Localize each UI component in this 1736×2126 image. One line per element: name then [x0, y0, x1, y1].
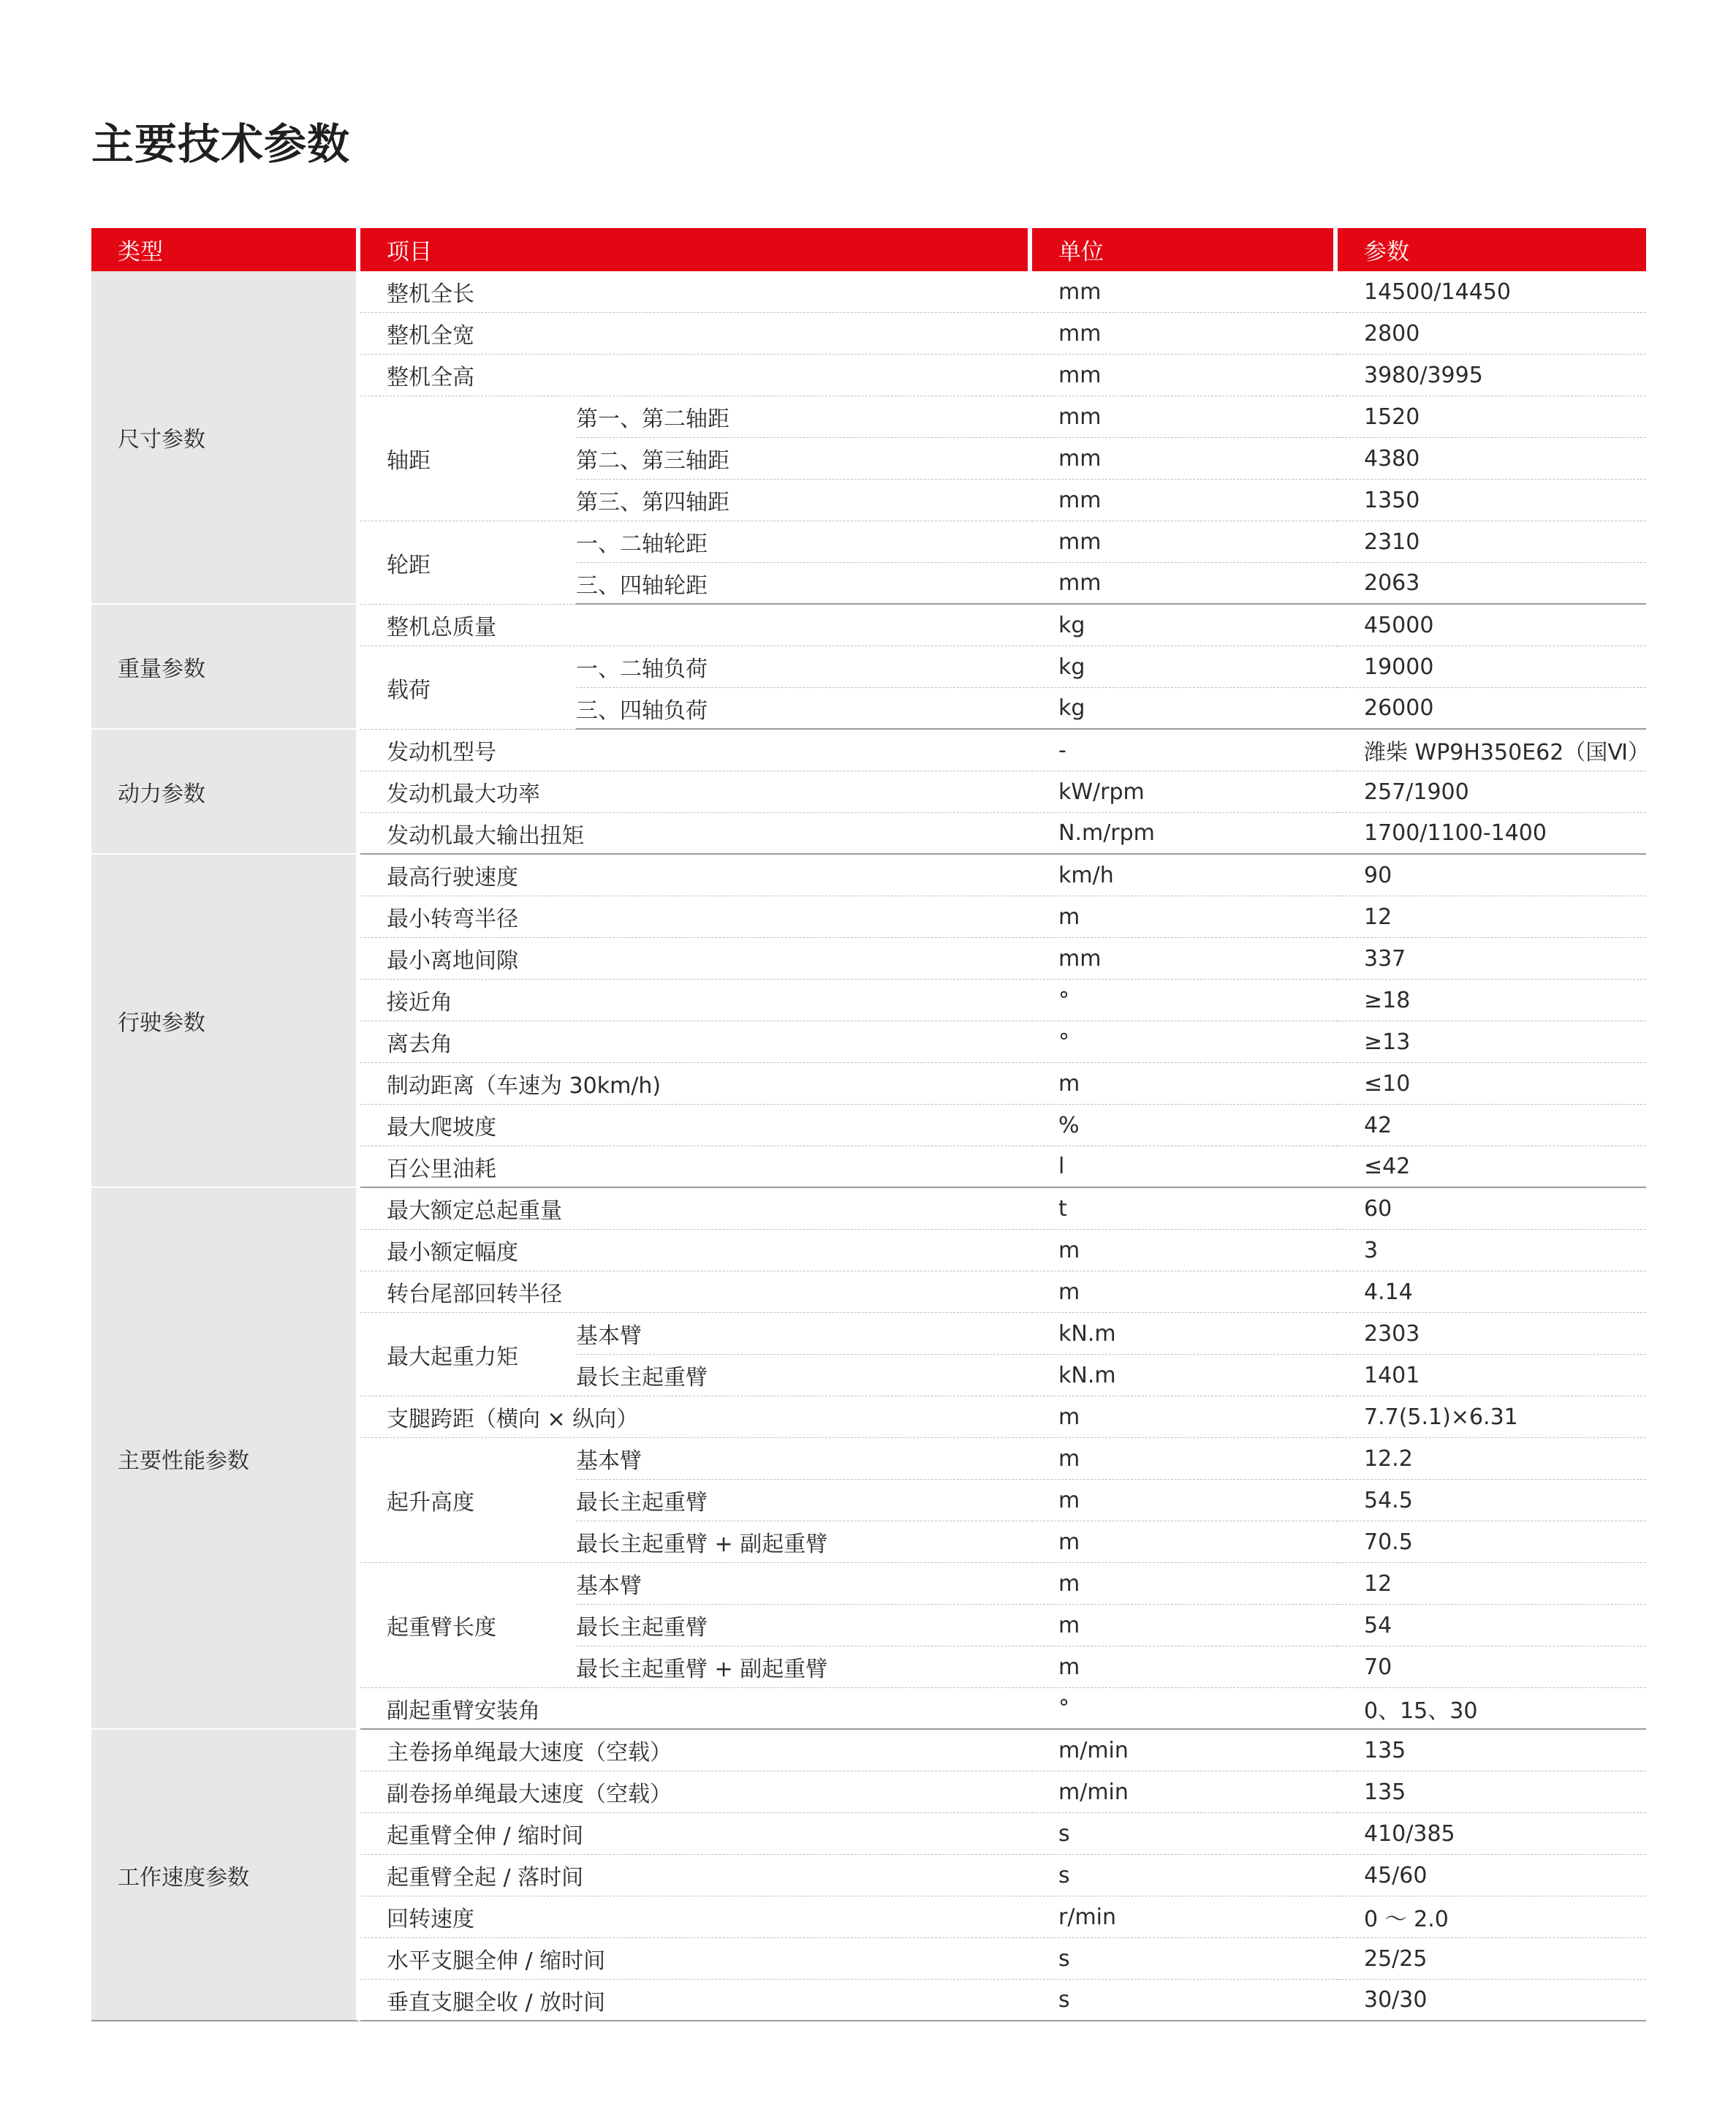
- value-cell: 2310: [1338, 521, 1646, 563]
- unit-cell: -: [1032, 730, 1338, 771]
- value-cell: 1350: [1338, 480, 1646, 521]
- item-cell: 整机总质量: [360, 605, 1032, 646]
- unit-cell: mm: [1032, 480, 1338, 521]
- item-cell: 发动机最大输出扭矩: [360, 813, 1032, 855]
- unit-cell: m/min: [1032, 1730, 1338, 1771]
- value-cell: 135: [1338, 1730, 1646, 1771]
- value-cell: 1520: [1338, 396, 1646, 438]
- value-cell: 42: [1338, 1105, 1646, 1146]
- category-cell: 行驶参数: [91, 855, 360, 1188]
- subitem-cell: 基本臂: [576, 1438, 1032, 1480]
- value-cell: ≥18: [1338, 980, 1646, 1021]
- item-cell: 发动机最大功率: [360, 771, 1032, 813]
- unit-cell: mm: [1032, 396, 1338, 438]
- value-cell: ≥13: [1338, 1021, 1646, 1063]
- subitem-cell: 三、四轴轮距: [576, 563, 1032, 605]
- unit-cell: mm: [1032, 938, 1338, 980]
- group-cell: 轮距: [360, 521, 576, 605]
- value-cell: 2063: [1338, 563, 1646, 605]
- unit-cell: °: [1032, 1021, 1338, 1063]
- subitem-cell: 最长主起重臂: [576, 1355, 1032, 1396]
- unit-cell: kN.m: [1032, 1355, 1338, 1396]
- value-cell: 45000: [1338, 605, 1646, 646]
- unit-cell: s: [1032, 1813, 1338, 1855]
- item-cell: 制动距离（车速为 30km/h): [360, 1063, 1032, 1105]
- value-cell: 45/60: [1338, 1855, 1646, 1896]
- subitem-cell: 三、四轴负荷: [576, 688, 1032, 730]
- unit-cell: km/h: [1032, 855, 1338, 896]
- item-cell: 水平支腿全伸 / 缩时间: [360, 1938, 1032, 1980]
- value-cell: 410/385: [1338, 1813, 1646, 1855]
- table-row: [91, 605, 1646, 646]
- subitem-cell: 最长主起重臂 + 副起重臂: [576, 1521, 1032, 1563]
- unit-cell: s: [1032, 1855, 1338, 1896]
- subitem-cell: 最长主起重臂: [576, 1480, 1032, 1521]
- value-cell: 19000: [1338, 646, 1646, 688]
- subitem-cell: 基本臂: [576, 1313, 1032, 1355]
- value-cell: 3: [1338, 1230, 1646, 1271]
- unit-cell: mm: [1032, 521, 1338, 563]
- unit-cell: m: [1032, 1480, 1338, 1521]
- unit-cell: kW/rpm: [1032, 771, 1338, 813]
- value-cell: 54: [1338, 1605, 1646, 1646]
- value-cell: 12: [1338, 896, 1646, 938]
- unit-cell: mm: [1032, 313, 1338, 355]
- header-item: 项目: [360, 228, 1032, 271]
- unit-cell: °: [1032, 1688, 1338, 1730]
- value-cell: 135: [1338, 1771, 1646, 1813]
- group-cell: 轴距: [360, 396, 576, 521]
- value-cell: ≤10: [1338, 1063, 1646, 1105]
- value-cell: 4.14: [1338, 1271, 1646, 1313]
- table-row: [91, 1188, 1646, 1230]
- unit-cell: m: [1032, 1063, 1338, 1105]
- unit-cell: m: [1032, 1396, 1338, 1438]
- unit-cell: m/min: [1032, 1771, 1338, 1813]
- group-cell: 载荷: [360, 646, 576, 730]
- value-cell: 2303: [1338, 1313, 1646, 1355]
- unit-cell: m: [1032, 896, 1338, 938]
- value-cell: 1700/1100-1400: [1338, 813, 1646, 855]
- item-cell: 副起重臂安装角: [360, 1688, 1032, 1730]
- unit-cell: kg: [1032, 688, 1338, 730]
- header-value: 参数: [1338, 228, 1646, 271]
- value-cell: 54.5: [1338, 1480, 1646, 1521]
- item-cell: 最小离地间隙: [360, 938, 1032, 980]
- subitem-cell: 一、二轴轮距: [576, 521, 1032, 563]
- value-cell: 257/1900: [1338, 771, 1646, 813]
- value-cell: 0 ～ 2.0: [1338, 1896, 1646, 1938]
- item-cell: 起重臂全起 / 落时间: [360, 1855, 1032, 1896]
- unit-cell: mm: [1032, 438, 1338, 480]
- unit-cell: mm: [1032, 355, 1338, 396]
- value-cell: 70.5: [1338, 1521, 1646, 1563]
- unit-cell: t: [1032, 1188, 1338, 1230]
- value-cell: 60: [1338, 1188, 1646, 1230]
- value-cell: 90: [1338, 855, 1646, 896]
- value-cell: 0、15、30: [1338, 1688, 1646, 1730]
- category-cell: 尺寸参数: [91, 271, 360, 605]
- item-cell: 最小额定幅度: [360, 1230, 1032, 1271]
- value-cell: 潍柴 WP9H350E62（国Ⅵ）: [1338, 730, 1646, 771]
- item-cell: 整机全长: [360, 271, 1032, 313]
- unit-cell: s: [1032, 1980, 1338, 2021]
- unit-cell: °: [1032, 980, 1338, 1021]
- category-cell: 工作速度参数: [91, 1730, 360, 2021]
- value-cell: 1401: [1338, 1355, 1646, 1396]
- table-row: [91, 1730, 1646, 1771]
- item-cell: 离去角: [360, 1021, 1032, 1063]
- value-cell: 25/25: [1338, 1938, 1646, 1980]
- value-cell: 7.7(5.1)×6.31: [1338, 1396, 1646, 1438]
- item-cell: 最大爬坡度: [360, 1105, 1032, 1146]
- item-cell: 转台尾部回转半径: [360, 1271, 1032, 1313]
- unit-cell: l: [1032, 1146, 1338, 1188]
- header-unit: 单位: [1032, 228, 1338, 271]
- item-cell: 回转速度: [360, 1896, 1032, 1938]
- item-cell: 最大额定总起重量: [360, 1188, 1032, 1230]
- unit-cell: m: [1032, 1646, 1338, 1688]
- item-cell: 支腿跨距（横向 × 纵向）: [360, 1396, 1032, 1438]
- unit-cell: %: [1032, 1105, 1338, 1146]
- item-cell: 最高行驶速度: [360, 855, 1032, 896]
- category-cell: 主要性能参数: [91, 1188, 360, 1730]
- subitem-cell: 最长主起重臂: [576, 1605, 1032, 1646]
- header-type: 类型: [91, 228, 360, 271]
- value-cell: 70: [1338, 1646, 1646, 1688]
- table-row: [91, 730, 1646, 771]
- unit-cell: N.m/rpm: [1032, 813, 1338, 855]
- value-cell: 12.2: [1338, 1438, 1646, 1480]
- item-cell: 整机全宽: [360, 313, 1032, 355]
- unit-cell: m: [1032, 1271, 1338, 1313]
- subitem-cell: 第一、第二轴距: [576, 396, 1032, 438]
- table-row: [91, 855, 1646, 896]
- unit-cell: mm: [1032, 563, 1338, 605]
- unit-cell: kN.m: [1032, 1313, 1338, 1355]
- item-cell: 主卷扬单绳最大速度（空载）: [360, 1730, 1032, 1771]
- item-cell: 起重臂全伸 / 缩时间: [360, 1813, 1032, 1855]
- unit-cell: mm: [1032, 271, 1338, 313]
- unit-cell: m: [1032, 1438, 1338, 1480]
- value-cell: 2800: [1338, 313, 1646, 355]
- item-cell: 发动机型号: [360, 730, 1032, 771]
- unit-cell: r/min: [1032, 1896, 1338, 1938]
- item-cell: 最小转弯半径: [360, 896, 1032, 938]
- item-cell: 接近角: [360, 980, 1032, 1021]
- value-cell: 3980/3995: [1338, 355, 1646, 396]
- unit-cell: kg: [1032, 605, 1338, 646]
- subitem-cell: 第二、第三轴距: [576, 438, 1032, 480]
- group-cell: 起重臂长度: [360, 1563, 576, 1688]
- item-cell: 百公里油耗: [360, 1146, 1032, 1188]
- unit-cell: m: [1032, 1230, 1338, 1271]
- unit-cell: s: [1032, 1938, 1338, 1980]
- value-cell: 14500/14450: [1338, 271, 1646, 313]
- group-cell: 起升高度: [360, 1438, 576, 1563]
- subitem-cell: 第三、第四轴距: [576, 480, 1032, 521]
- unit-cell: m: [1032, 1521, 1338, 1563]
- item-cell: 副卷扬单绳最大速度（空载）: [360, 1771, 1032, 1813]
- value-cell: 337: [1338, 938, 1646, 980]
- subitem-cell: 最长主起重臂 + 副起重臂: [576, 1646, 1032, 1688]
- value-cell: 12: [1338, 1563, 1646, 1605]
- category-cell: 动力参数: [91, 730, 360, 855]
- unit-cell: m: [1032, 1605, 1338, 1646]
- item-cell: 整机全高: [360, 355, 1032, 396]
- unit-cell: kg: [1032, 646, 1338, 688]
- subitem-cell: 基本臂: [576, 1563, 1032, 1605]
- table-header-row: [91, 228, 1646, 271]
- item-cell: 垂直支腿全收 / 放时间: [360, 1980, 1032, 2021]
- value-cell: 4380: [1338, 438, 1646, 480]
- value-cell: 26000: [1338, 688, 1646, 730]
- value-cell: ≤42: [1338, 1146, 1646, 1188]
- subitem-cell: 一、二轴负荷: [576, 646, 1032, 688]
- group-cell: 最大起重力矩: [360, 1313, 576, 1396]
- table-row: [91, 271, 1646, 313]
- page-title: 主要技术参数: [91, 119, 351, 169]
- unit-cell: m: [1032, 1563, 1338, 1605]
- spec-table: [91, 228, 1650, 2021]
- value-cell: 30/30: [1338, 1980, 1646, 2021]
- category-cell: 重量参数: [91, 605, 360, 730]
